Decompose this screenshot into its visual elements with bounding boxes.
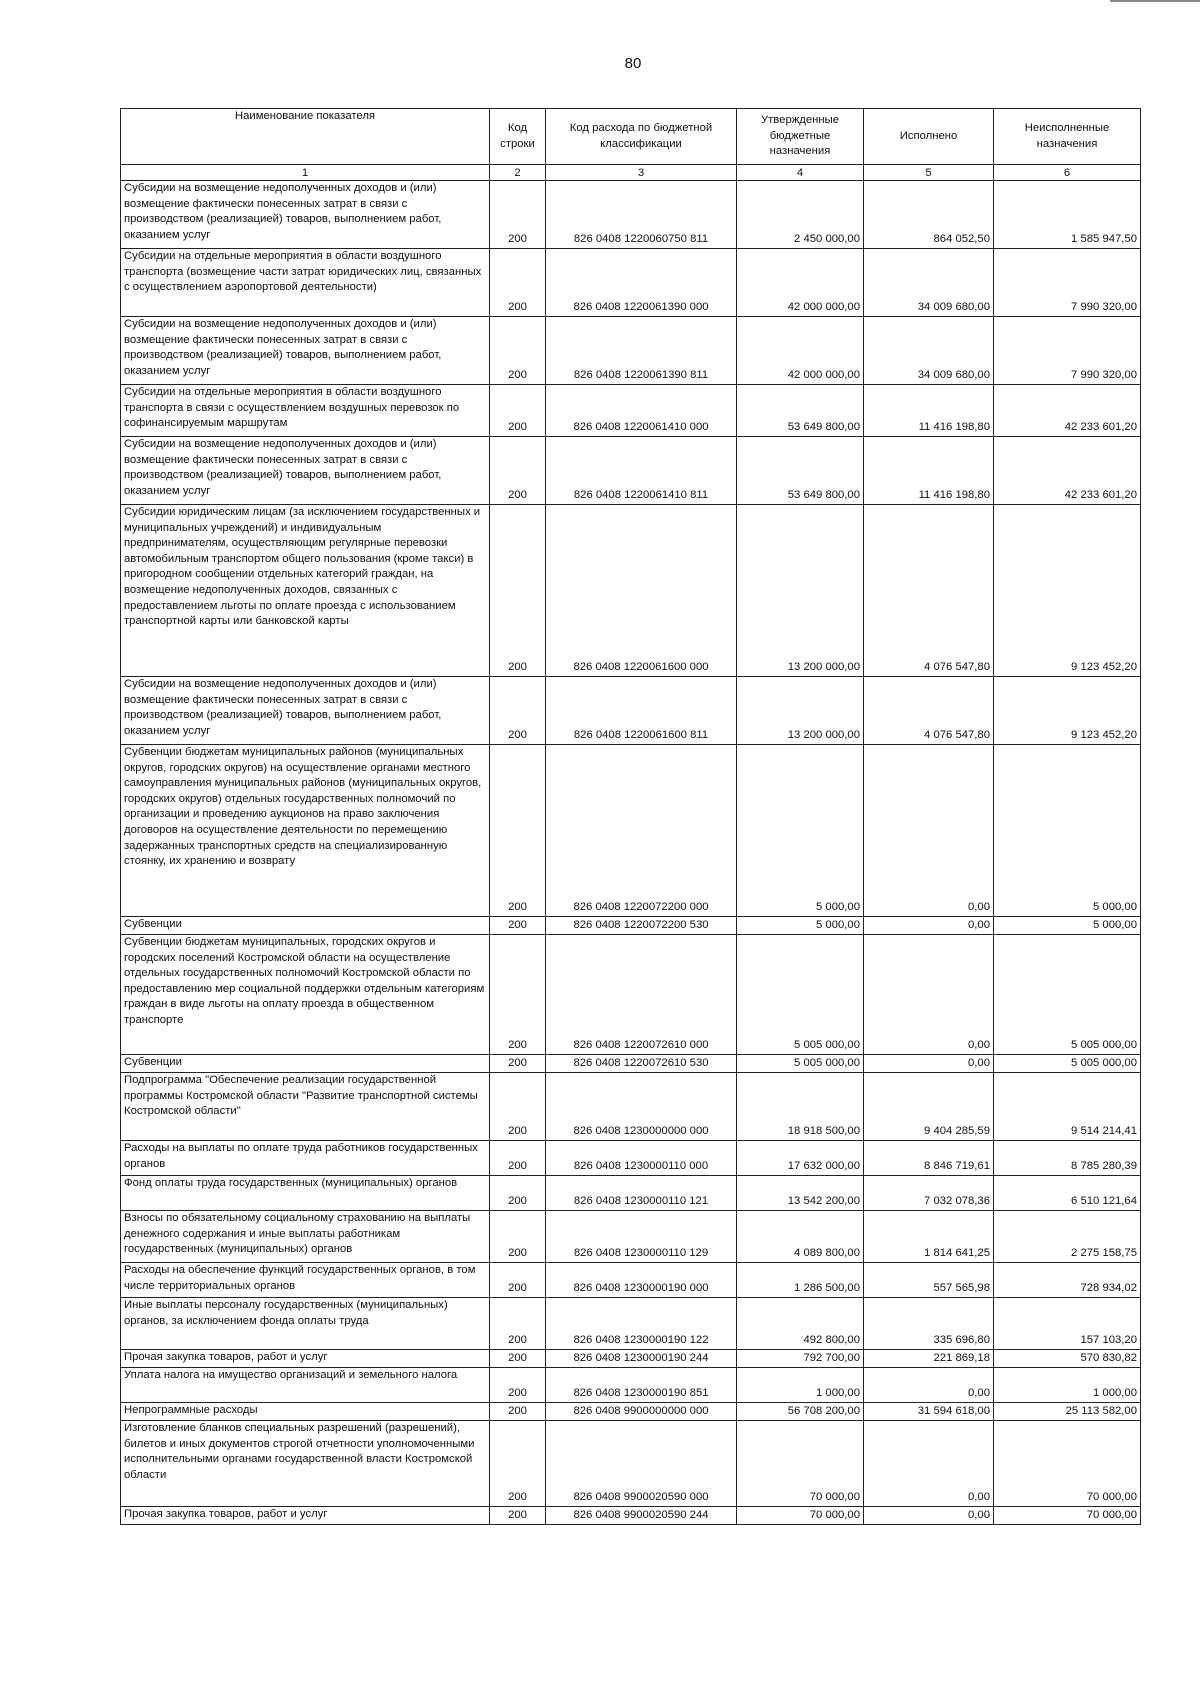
row-name: Взносы по обязательному социальному страхованию на выплаты денежного содержания и иные выплаты работникам государственных (муниципальных) органов [121,1211,490,1263]
row-budget-code: 826 0408 1220072200 530 [546,917,737,935]
table-row [121,1263,1141,1298]
row-name: Субвенции [121,917,490,935]
row-executed: 8 846 719,61 [864,1141,994,1176]
table-row [121,1403,1141,1421]
row-line-code: 200 [490,1055,546,1073]
row-budget-code: 826 0408 1230000000 000 [546,1073,737,1141]
row-approved: 1 286 500,00 [737,1263,864,1298]
row-line-code: 200 [490,385,546,437]
row-unexecuted: 70 000,00 [994,1421,1141,1507]
table-row [121,1507,1141,1525]
row-budget-code: 826 0408 1220072610 000 [546,935,737,1055]
row-name: Субсидии на возмещение недополученных доходов и (или) возмещение фактически понесенных затрат в связи с производством (реализацией) товаров, выполнением работ, оказанием услуг [121,317,490,385]
row-unexecuted: 157 103,20 [994,1298,1141,1350]
row-unexecuted: 5 005 000,00 [994,1055,1141,1073]
row-unexecuted: 1 000,00 [994,1368,1141,1403]
row-budget-code: 826 0408 9900020590 000 [546,1421,737,1507]
header-line-code: Код строки [490,109,546,165]
row-name: Субвенции бюджетам муниципальных районов (муниципальных округов, городских округов) на осуществление органами местного самоуправления муниципальных районов (муниципальных округов, городских округов) отдельных государственных полномочий по организации и проведению аукционов на право заключения договоров на осуществление деятельности по перемещению задержанных транспортных средств на специализированную стоянку, их хранению и возврату [121,745,490,917]
column-number: 1 [121,165,490,181]
table-row [121,437,1141,505]
row-approved: 5 000,00 [737,745,864,917]
row-budget-code: 826 0408 1220061600 811 [546,677,737,745]
table-row [121,1298,1141,1350]
row-name: Субсидии на возмещение недополученных доходов и (или) возмещение фактически понесенных затрат в связи с производством (реализацией) товаров, выполнением работ, оказанием услуг [121,437,490,505]
row-budget-code: 826 0408 1230000190 851 [546,1368,737,1403]
row-executed: 31 594 618,00 [864,1403,994,1421]
row-line-code: 200 [490,745,546,917]
row-budget-code: 826 0408 1220061410 000 [546,385,737,437]
row-approved: 2 450 000,00 [737,181,864,249]
row-name: Прочая закупка товаров, работ и услуг [121,1350,490,1368]
row-name: Подпрограмма "Обеспечение реализации государственной программы Костромской области "Развитие транспортной системы Костромской области" [121,1073,490,1141]
table-row [121,1176,1141,1211]
table-row [121,1421,1141,1507]
row-executed: 0,00 [864,1507,994,1525]
table-row [121,677,1141,745]
row-executed: 4 076 547,80 [864,505,994,677]
row-unexecuted: 1 585 947,50 [994,181,1141,249]
row-budget-code: 826 0408 1220061390 811 [546,317,737,385]
row-line-code: 200 [490,1421,546,1507]
row-unexecuted: 5 005 000,00 [994,935,1141,1055]
row-budget-code: 826 0408 9900000000 000 [546,1403,737,1421]
table-row [121,505,1141,677]
row-budget-code: 826 0408 1230000190 000 [546,1263,737,1298]
row-unexecuted: 9 123 452,20 [994,677,1141,745]
row-unexecuted: 25 113 582,00 [994,1403,1141,1421]
row-executed: 0,00 [864,935,994,1055]
row-line-code: 200 [490,1350,546,1368]
row-budget-code: 826 0408 9900020590 244 [546,1507,737,1525]
row-name: Иные выплаты персоналу государственных (муниципальных) органов, за исключением фонда оплаты труда [121,1298,490,1350]
row-unexecuted: 2 275 158,75 [994,1211,1141,1263]
row-unexecuted: 7 990 320,00 [994,317,1141,385]
row-budget-code: 826 0408 1230000110 000 [546,1141,737,1176]
row-executed: 4 076 547,80 [864,677,994,745]
row-unexecuted: 70 000,00 [994,1507,1141,1525]
header-unexecuted: Неисполненные назначения [994,109,1141,165]
table-row [121,745,1141,917]
row-budget-code: 826 0408 1230000110 129 [546,1211,737,1263]
row-name: Изготовление бланков специальных разрешений (разрешений), билетов и иных документов строгой отчетности уполномоченными исполнительными органами государственной власти Костромской области [121,1421,490,1507]
row-unexecuted: 5 000,00 [994,745,1141,917]
row-name: Субвенции [121,1055,490,1073]
row-executed: 34 009 680,00 [864,249,994,317]
table-row [121,917,1141,935]
row-name: Расходы на обеспечение функций государственных органов, в том числе территориальных органов [121,1263,490,1298]
row-executed: 221 869,18 [864,1350,994,1368]
row-approved: 56 708 200,00 [737,1403,864,1421]
row-approved: 42 000 000,00 [737,317,864,385]
table-row [121,1073,1141,1141]
table-row [121,181,1141,249]
table-row [121,385,1141,437]
row-line-code: 200 [490,249,546,317]
table-row [121,1350,1141,1368]
row-line-code: 200 [490,1298,546,1350]
row-approved: 1 000,00 [737,1368,864,1403]
table-row [121,935,1141,1055]
table-row [121,317,1141,385]
row-executed: 0,00 [864,745,994,917]
row-approved: 17 632 000,00 [737,1141,864,1176]
row-approved: 4 089 800,00 [737,1211,864,1263]
row-unexecuted: 7 990 320,00 [994,249,1141,317]
row-name: Субсидии на возмещение недополученных доходов и (или) возмещение фактически понесенных затрат в связи с производством (реализацией) товаров, выполнением работ, оказанием услуг [121,181,490,249]
row-line-code: 200 [490,1368,546,1403]
table-row [121,1211,1141,1263]
row-line-code: 200 [490,1176,546,1211]
row-line-code: 200 [490,1403,546,1421]
row-name: Фонд оплаты труда государственных (муниципальных) органов [121,1176,490,1211]
row-approved: 5 005 000,00 [737,1055,864,1073]
row-approved: 13 200 000,00 [737,677,864,745]
row-executed: 7 032 078,36 [864,1176,994,1211]
column-number: 4 [737,165,864,181]
row-unexecuted: 9 514 214,41 [994,1073,1141,1141]
row-executed: 0,00 [864,917,994,935]
row-line-code: 200 [490,1073,546,1141]
row-name: Расходы на выплаты по оплате труда работников государственных органов [121,1141,490,1176]
row-approved: 70 000,00 [737,1507,864,1525]
budget-execution-table [120,108,1141,1525]
column-number: 5 [864,165,994,181]
row-executed: 1 814 641,25 [864,1211,994,1263]
row-approved: 18 918 500,00 [737,1073,864,1141]
row-budget-code: 826 0408 1220061390 000 [546,249,737,317]
row-unexecuted: 42 233 601,20 [994,385,1141,437]
row-unexecuted: 8 785 280,39 [994,1141,1141,1176]
row-name: Субвенции бюджетам муниципальных, городских округов и городских поселений Костромской области на осуществление отдельных государственных полномочий Костромской области по предоставлению мер социальной поддержки отдельным категориям граждан в виде льготы на оплату проезда в общественном транспорте [121,935,490,1055]
row-budget-code: 826 0408 1220072610 530 [546,1055,737,1073]
column-number: 3 [546,165,737,181]
row-approved: 13 200 000,00 [737,505,864,677]
row-executed: 34 009 680,00 [864,317,994,385]
row-line-code: 200 [490,917,546,935]
row-executed: 0,00 [864,1055,994,1073]
row-executed: 9 404 285,59 [864,1073,994,1141]
row-unexecuted: 570 830,82 [994,1350,1141,1368]
row-name: Прочая закупка товаров, работ и услуг [121,1507,490,1525]
row-approved: 53 649 800,00 [737,385,864,437]
row-name: Субсидии на отдельные мероприятия в области воздушного транспорта в связи с осуществлением воздушных перевозок по софинансируемым маршрутам [121,385,490,437]
row-approved: 492 800,00 [737,1298,864,1350]
row-unexecuted: 9 123 452,20 [994,505,1141,677]
row-line-code: 200 [490,437,546,505]
row-unexecuted: 6 510 121,64 [994,1176,1141,1211]
row-name: Субсидии на возмещение недополученных доходов и (или) возмещение фактически понесенных затрат в связи с производством (реализацией) товаров, выполнением работ, оказанием услуг [121,677,490,745]
row-unexecuted: 5 000,00 [994,917,1141,935]
row-unexecuted: 42 233 601,20 [994,437,1141,505]
row-line-code: 200 [490,317,546,385]
row-budget-code: 826 0408 1220061410 811 [546,437,737,505]
row-line-code: 200 [490,935,546,1055]
row-approved: 53 649 800,00 [737,437,864,505]
row-unexecuted: 728 934,02 [994,1263,1141,1298]
row-budget-code: 826 0408 1220061600 000 [546,505,737,677]
row-line-code: 200 [490,1141,546,1176]
row-budget-code: 826 0408 1230000190 122 [546,1298,737,1350]
row-budget-code: 826 0408 1230000110 121 [546,1176,737,1211]
row-approved: 792 700,00 [737,1350,864,1368]
row-line-code: 200 [490,1263,546,1298]
row-line-code: 200 [490,1211,546,1263]
row-executed: 0,00 [864,1368,994,1403]
row-line-code: 200 [490,181,546,249]
row-executed: 864 052,50 [864,181,994,249]
row-executed: 0,00 [864,1421,994,1507]
column-number: 6 [994,165,1141,181]
row-approved: 5 000,00 [737,917,864,935]
table-row [121,249,1141,317]
header-executed: Исполнено [864,109,994,165]
row-executed: 557 565,98 [864,1263,994,1298]
row-name: Субсидии юридическим лицам (за исключением государственных и муниципальных учреждений) и индивидуальным предпринимателям, осуществляющим регулярные перевозки автомобильным транспортом общего пользования (кроме такси) в пригородном сообщении отдельных категорий граждан, на возмещение недополученных доходов, связанных с предоставлением льготы по оплате проезда с использованием транспортной карты или банковской карты [121,505,490,677]
scan-edge-mark [1110,0,1200,2]
column-number: 2 [490,165,546,181]
row-budget-code: 826 0408 1220060750 811 [546,181,737,249]
row-line-code: 200 [490,1507,546,1525]
table-row [121,1055,1141,1073]
row-approved: 70 000,00 [737,1421,864,1507]
page-number: 80 [624,55,642,72]
row-name: Субсидии на отдельные мероприятия в области воздушного транспорта (возмещение части затрат юридических лиц, связанных с осуществлением аэропортовой деятельности) [121,249,490,317]
row-line-code: 200 [490,677,546,745]
row-executed: 11 416 198,80 [864,437,994,505]
table-row [121,1368,1141,1403]
row-name: Непрограммные расходы [121,1403,490,1421]
row-line-code: 200 [490,505,546,677]
row-budget-code: 826 0408 1220072200 000 [546,745,737,917]
table-row [121,1141,1141,1176]
header-approved: Утвержденные бюджетные назначения [737,109,864,165]
row-executed: 11 416 198,80 [864,385,994,437]
row-executed: 335 696,80 [864,1298,994,1350]
row-approved: 13 542 200,00 [737,1176,864,1211]
row-budget-code: 826 0408 1230000190 244 [546,1350,737,1368]
row-approved: 5 005 000,00 [737,935,864,1055]
row-approved: 42 000 000,00 [737,249,864,317]
header-indicator-name: Наименование показателя [121,109,490,165]
row-name: Уплата налога на имущество организаций и земельного налога [121,1368,490,1403]
header-budget-code: Код расхода по бюджетной классификации [546,109,737,165]
